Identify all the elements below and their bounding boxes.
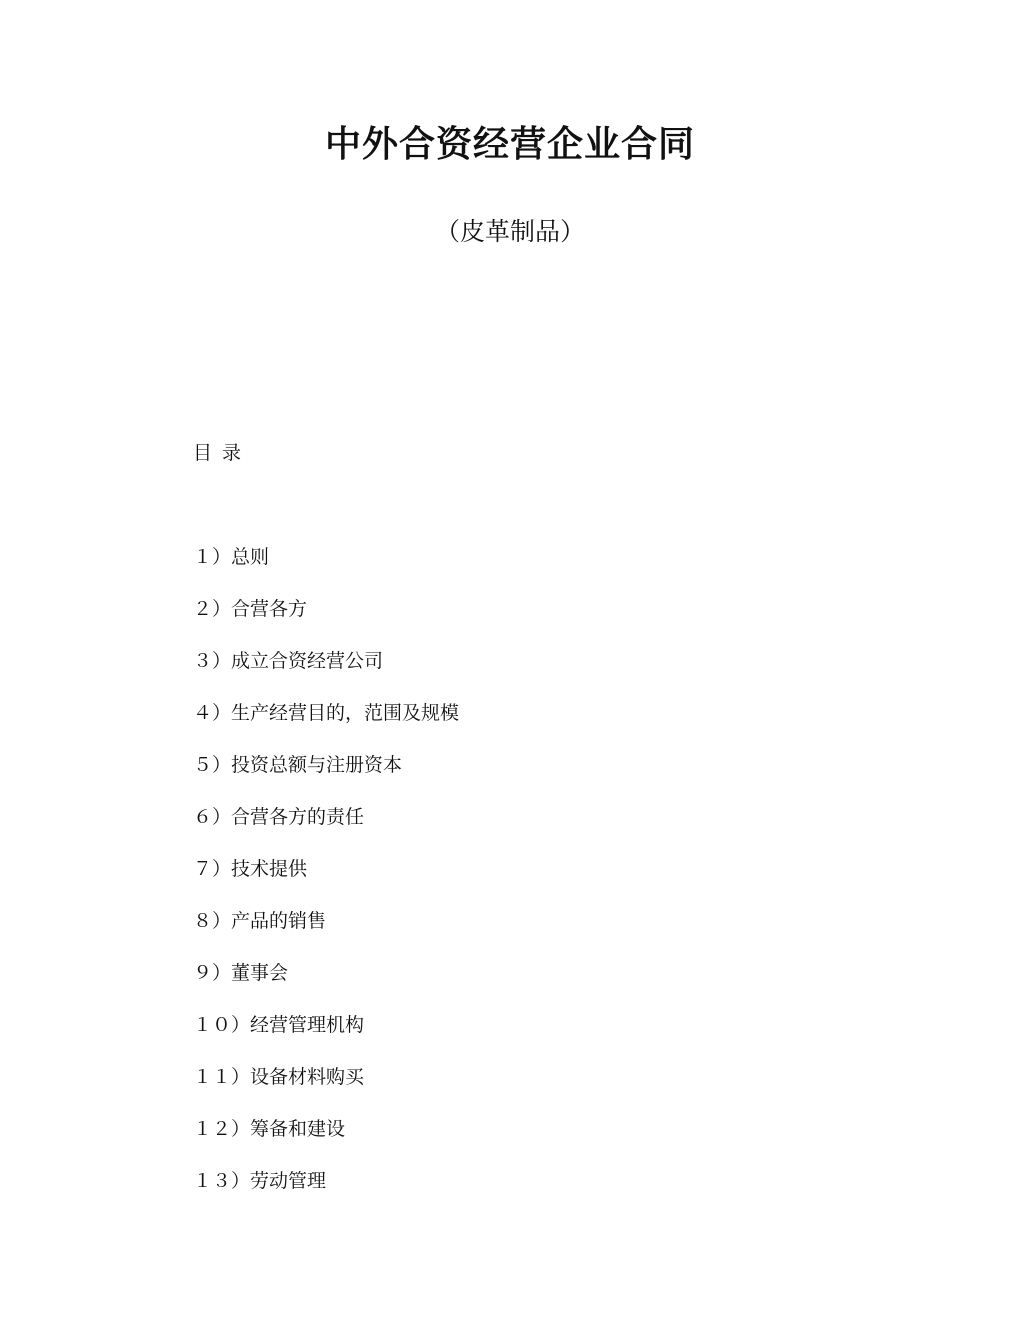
toc-item: ６）合营各方的责任	[193, 806, 365, 828]
toc-item: ５）投资总额与注册资本	[193, 754, 403, 776]
toc-item: ７）技术提供	[193, 858, 308, 880]
toc-item: ９）董事会	[193, 962, 289, 984]
toc-item: １０）经营管理机构	[193, 1014, 365, 1036]
toc-heading: 目 录	[193, 442, 242, 464]
toc-item: ８）产品的销售	[193, 910, 327, 932]
toc-item: １３）劳动管理	[193, 1170, 327, 1192]
toc-item: ４）生产经营目的，范围及规模	[193, 702, 460, 724]
toc-item: １）总则	[193, 546, 270, 568]
toc-item: １２）筹备和建设	[193, 1118, 346, 1140]
document-subtitle: （皮革制品）	[434, 217, 585, 246]
toc-item: ２）合营各方	[193, 598, 308, 620]
toc-item: １１）设备材料购买	[193, 1066, 365, 1088]
toc-item: ３）成立合资经营公司	[193, 650, 384, 672]
table-of-contents	[193, 540, 459, 1216]
document-title: 中外合资经营企业合同	[324, 124, 695, 165]
